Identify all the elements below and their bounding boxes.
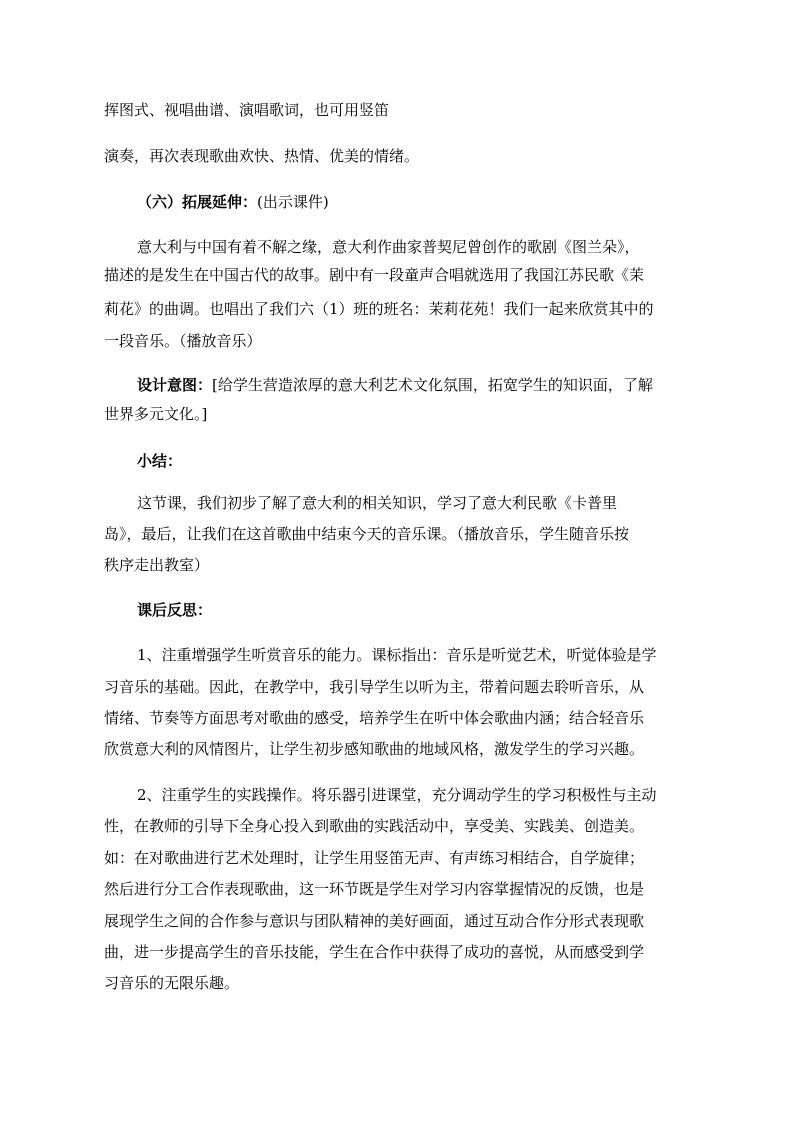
reflection-heading: 课后反思： xyxy=(137,601,213,619)
paragraph-line: 情绪、节奏等方面思考对歌曲的感受，培养学生在听中体会歌曲内涵；结合轻音乐 xyxy=(104,709,645,727)
paragraph-line: 然后进行分工合作表现歌曲，这一环节既是学生对学习内容掌握情况的反馈，也是 xyxy=(104,880,645,898)
paragraph-line: 曲，进一步提高学生的音乐技能，学生在合作中获得了成功的喜悦，从而感受到学 xyxy=(104,943,645,961)
paragraph-line: 这节课，我们初步了解了意大利的相关知识，学习了意大利民歌《卡普里 xyxy=(137,494,618,512)
paragraph-line: 1、注重增强学生听赏音乐的能力。课标指出：音乐是听觉艺术，听觉体验是学 xyxy=(137,646,657,664)
summary-heading: 小结： xyxy=(137,452,183,470)
section-heading-note: (出示课件) xyxy=(257,193,329,211)
paragraph-line: 挥图式、视唱曲谱、演唱歌词，也可用竖笛 xyxy=(104,101,390,119)
design-intent-line xyxy=(137,375,653,395)
design-intent-label: 设计意图： xyxy=(137,376,213,394)
design-intent-text: [给学生营造浓厚的意大利艺术文化氛围，拓宽学生的知识面，了解 xyxy=(212,376,653,394)
paragraph-line: 意大利与中国有着不解之缘，意大利作曲家普契尼曾创作的歌剧《图兰朵》， xyxy=(137,238,640,256)
paragraph-line: 演奏，再次表现歌曲欢快、热情、优美的情绪。 xyxy=(104,147,420,165)
paragraph-line: 秩序走出教室） xyxy=(104,556,210,574)
paragraph-line: 岛》，最后，让我们在这首歌曲中结束今天的音乐课。（播放音乐，学生随音乐按 xyxy=(104,525,630,543)
section-heading-label: （六）拓展延伸： xyxy=(137,193,258,211)
paragraph-line: 欣赏意大利的风情图片，让学生初步感知歌曲的地域风格，激发学生的学习兴趣。 xyxy=(104,740,645,758)
paragraph-line: 性，在教师的引导下全身心投入到歌曲的实践活动中，享受美、实践美、创造美。 xyxy=(104,817,645,835)
paragraph-line: 展现学生之间的合作参与意识与团队精神的美好画面，通过互动合作分形式表现歌 xyxy=(104,912,645,930)
paragraph-line: 一段音乐。（播放音乐） xyxy=(104,332,262,350)
paragraph-line: 莉花》的曲调。也唱出了我们六（1）班的班名：茉莉花苑！我们一起来欣赏其中的 xyxy=(104,300,654,318)
paragraph-line: 描述的是发生在中国古代的故事。剧中有一段童声合唱就选用了我国江苏民歌《茉 xyxy=(104,266,645,284)
section-heading-extension xyxy=(137,192,329,212)
paragraph-line: 2、注重学生的实践操作。将乐器引进课堂，充分调动学生的学习积极性与主动 xyxy=(137,786,657,804)
paragraph-line: 如：在对歌曲进行艺术处理时，让学生用竖笛无声、有声练习相结合，自学旋律； xyxy=(104,849,645,867)
paragraph-line: 世界多元文化。] xyxy=(104,405,208,423)
paragraph-line: 习音乐的无限乐趣。 xyxy=(104,974,240,992)
paragraph-line: 习音乐的基础。因此，在教学中，我引导学生以听为主，带着问题去聆听音乐，从 xyxy=(104,678,645,696)
